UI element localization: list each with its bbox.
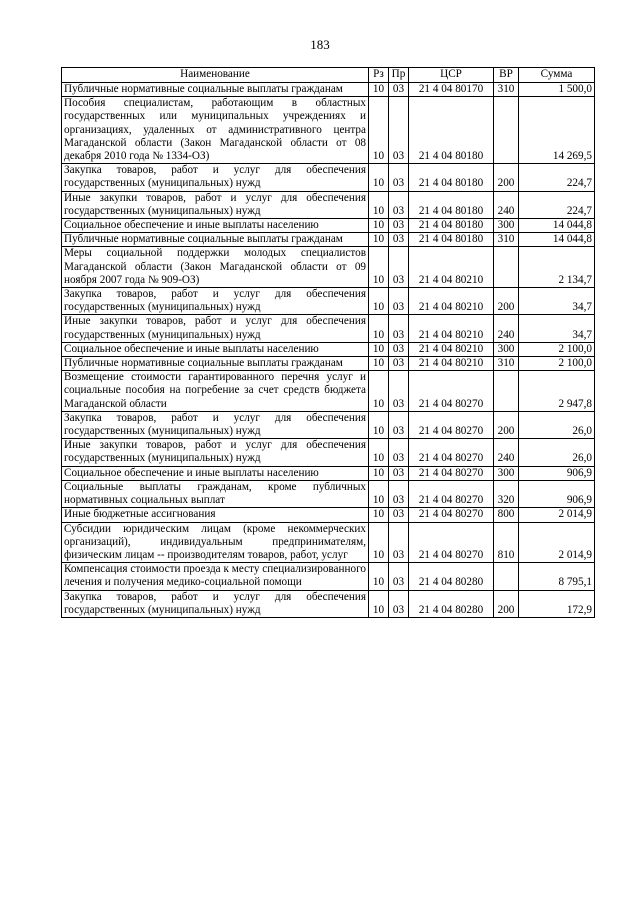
- row-name: Закупка товаров, работ и услуг для обеспечения государственных (муниципальных) нужд: [62, 288, 369, 315]
- row-rz: 10: [369, 288, 389, 315]
- table-row: [62, 480, 595, 507]
- row-sum: 172,9: [519, 590, 595, 617]
- row-pr: 03: [389, 247, 409, 288]
- row-sum: 2 100,0: [519, 342, 595, 356]
- page-number: 183: [310, 37, 330, 52]
- row-rz: 10: [369, 563, 389, 590]
- row-vr: 810: [494, 522, 519, 563]
- row-csr: 21 4 04 80210: [409, 342, 494, 356]
- row-pr: 03: [389, 342, 409, 356]
- row-pr: 03: [389, 164, 409, 191]
- row-pr: 03: [389, 590, 409, 617]
- header-csr: ЦСР: [409, 68, 494, 83]
- table-row: [62, 288, 595, 315]
- row-name: Закупка товаров, работ и услуг для обеспечения государственных (муниципальных) нужд: [62, 411, 369, 438]
- row-pr: 03: [389, 371, 409, 412]
- row-vr: [494, 247, 519, 288]
- row-sum: 8 795,1: [519, 563, 595, 590]
- row-name: Пособия специалистам, работающим в областных государственных или муниципальных учреждениях и организациях, удаленных от административного центра Магаданской области (Закон Магаданской области от 08 декабря 2010 года № 1334-ОЗ): [62, 97, 369, 164]
- row-csr: 21 4 04 80270: [409, 371, 494, 412]
- row-rz: 10: [369, 522, 389, 563]
- row-name: Публичные нормативные социальные выплаты гражданам: [62, 83, 369, 97]
- table-row: [62, 164, 595, 191]
- row-vr: 200: [494, 590, 519, 617]
- row-csr: 21 4 04 80210: [409, 288, 494, 315]
- row-sum: 26,0: [519, 411, 595, 438]
- row-sum: 26,0: [519, 439, 595, 466]
- row-csr: 21 4 04 80180: [409, 164, 494, 191]
- table-row: [62, 411, 595, 438]
- budget-table: [61, 67, 595, 618]
- row-pr: 03: [389, 288, 409, 315]
- row-vr: 310: [494, 233, 519, 247]
- row-pr: 03: [389, 563, 409, 590]
- row-name: Возмещение стоимости гарантированного перечня услуг и социальные пособия на погребение за счет средств бюджета Магаданской области: [62, 371, 369, 412]
- table-row: [62, 522, 595, 563]
- row-vr: 310: [494, 357, 519, 371]
- row-name: Закупка товаров, работ и услуг для обеспечения государственных (муниципальных) нужд: [62, 164, 369, 191]
- row-vr: 200: [494, 288, 519, 315]
- table-row: [62, 466, 595, 480]
- row-pr: 03: [389, 508, 409, 522]
- header-sum: Сумма: [519, 68, 595, 83]
- row-csr: 21 4 04 80170: [409, 83, 494, 97]
- row-csr: 21 4 04 80270: [409, 466, 494, 480]
- row-rz: 10: [369, 97, 389, 164]
- row-sum: 2 014,9: [519, 522, 595, 563]
- row-name: Иные закупки товаров, работ и услуг для обеспечения государственных (муниципальных) нужд: [62, 191, 369, 218]
- row-pr: 03: [389, 357, 409, 371]
- header-name: Наименование: [62, 68, 369, 83]
- table-row: [62, 247, 595, 288]
- row-name: Социальные выплаты гражданам, кроме публичных нормативных социальных выплат: [62, 480, 369, 507]
- table-row: [62, 439, 595, 466]
- row-name: Публичные нормативные социальные выплаты гражданам: [62, 233, 369, 247]
- row-rz: 10: [369, 164, 389, 191]
- row-name: Социальное обеспечение и иные выплаты населению: [62, 466, 369, 480]
- row-sum: 34,7: [519, 288, 595, 315]
- row-csr: 21 4 04 80280: [409, 590, 494, 617]
- row-sum: 1 500,0: [519, 83, 595, 97]
- row-rz: 10: [369, 247, 389, 288]
- table-row: [62, 371, 595, 412]
- table-row: [62, 357, 595, 371]
- row-rz: 10: [369, 342, 389, 356]
- row-rz: 10: [369, 466, 389, 480]
- row-vr: [494, 97, 519, 164]
- row-pr: 03: [389, 315, 409, 342]
- row-csr: 21 4 04 80210: [409, 247, 494, 288]
- row-csr: 21 4 04 80270: [409, 508, 494, 522]
- row-sum: 2 134,7: [519, 247, 595, 288]
- table-header-row: [62, 68, 595, 83]
- row-sum: 14 044,8: [519, 219, 595, 233]
- row-pr: 03: [389, 522, 409, 563]
- row-name: Социальное обеспечение и иные выплаты населению: [62, 342, 369, 356]
- row-pr: 03: [389, 97, 409, 164]
- row-rz: 10: [369, 219, 389, 233]
- row-csr: 21 4 04 80210: [409, 315, 494, 342]
- row-sum: 906,9: [519, 466, 595, 480]
- row-sum: 14 269,5: [519, 97, 595, 164]
- row-vr: 240: [494, 439, 519, 466]
- row-name: Компенсация стоимости проезда к месту специализированного лечения и получения медико-социальной помощи: [62, 563, 369, 590]
- table-row: [62, 508, 595, 522]
- row-vr: 200: [494, 164, 519, 191]
- row-rz: 10: [369, 411, 389, 438]
- row-pr: 03: [389, 480, 409, 507]
- table-row: [62, 342, 595, 356]
- table-row: [62, 191, 595, 218]
- table-row: [62, 97, 595, 164]
- row-csr: 21 4 04 80270: [409, 522, 494, 563]
- row-rz: 10: [369, 371, 389, 412]
- row-vr: 320: [494, 480, 519, 507]
- table-body: [62, 83, 595, 618]
- row-name: Меры социальной поддержки молодых специалистов Магаданской области (Закон Магаданской области от 09 ноября 2007 года № 909-ОЗ): [62, 247, 369, 288]
- row-pr: 03: [389, 411, 409, 438]
- row-sum: 2 014,9: [519, 508, 595, 522]
- row-vr: 800: [494, 508, 519, 522]
- row-name: Иные бюджетные ассигнования: [62, 508, 369, 522]
- row-csr: 21 4 04 80270: [409, 439, 494, 466]
- row-vr: [494, 563, 519, 590]
- table-row: [62, 219, 595, 233]
- row-vr: 240: [494, 315, 519, 342]
- row-vr: 300: [494, 342, 519, 356]
- row-pr: 03: [389, 191, 409, 218]
- table-row: [62, 233, 595, 247]
- row-name: Публичные нормативные социальные выплаты гражданам: [62, 357, 369, 371]
- row-csr: 21 4 04 80210: [409, 357, 494, 371]
- row-vr: 310: [494, 83, 519, 97]
- row-pr: 03: [389, 466, 409, 480]
- row-sum: 224,7: [519, 164, 595, 191]
- row-rz: 10: [369, 315, 389, 342]
- row-name: Социальное обеспечение и иные выплаты населению: [62, 219, 369, 233]
- row-csr: 21 4 04 80180: [409, 233, 494, 247]
- table-row: [62, 315, 595, 342]
- row-rz: 10: [369, 191, 389, 218]
- row-name: Иные закупки товаров, работ и услуг для обеспечения государственных (муниципальных) нужд: [62, 439, 369, 466]
- row-name: Закупка товаров, работ и услуг для обеспечения государственных (муниципальных) нужд: [62, 590, 369, 617]
- row-vr: 300: [494, 219, 519, 233]
- row-pr: 03: [389, 439, 409, 466]
- row-csr: 21 4 04 80270: [409, 411, 494, 438]
- row-rz: 10: [369, 357, 389, 371]
- row-pr: 03: [389, 219, 409, 233]
- row-csr: 21 4 04 80180: [409, 219, 494, 233]
- row-csr: 21 4 04 80270: [409, 480, 494, 507]
- row-sum: 2 947,8: [519, 371, 595, 412]
- row-sum: 14 044,8: [519, 233, 595, 247]
- header-pr: Пр: [389, 68, 409, 83]
- row-sum: 906,9: [519, 480, 595, 507]
- row-rz: 10: [369, 83, 389, 97]
- row-pr: 03: [389, 83, 409, 97]
- row-vr: [494, 371, 519, 412]
- row-rz: 10: [369, 508, 389, 522]
- row-vr: 240: [494, 191, 519, 218]
- row-rz: 10: [369, 233, 389, 247]
- header-vr: ВР: [494, 68, 519, 83]
- table-row: [62, 590, 595, 617]
- row-rz: 10: [369, 439, 389, 466]
- row-rz: 10: [369, 590, 389, 617]
- row-csr: 21 4 04 80180: [409, 191, 494, 218]
- row-vr: 200: [494, 411, 519, 438]
- row-name: Иные закупки товаров, работ и услуг для обеспечения государственных (муниципальных) нужд: [62, 315, 369, 342]
- header-rz: Рз: [369, 68, 389, 83]
- row-pr: 03: [389, 233, 409, 247]
- row-csr: 21 4 04 80180: [409, 97, 494, 164]
- row-csr: 21 4 04 80280: [409, 563, 494, 590]
- row-vr: 300: [494, 466, 519, 480]
- table-row: [62, 83, 595, 97]
- row-sum: 224,7: [519, 191, 595, 218]
- row-name: Субсидии юридическим лицам (кроме некоммерческих организаций), индивидуальным предпринимателям, физическим лицам -- производителям товаров, работ, услуг: [62, 522, 369, 563]
- row-rz: 10: [369, 480, 389, 507]
- row-sum: 2 100,0: [519, 357, 595, 371]
- row-sum: 34,7: [519, 315, 595, 342]
- table-row: [62, 563, 595, 590]
